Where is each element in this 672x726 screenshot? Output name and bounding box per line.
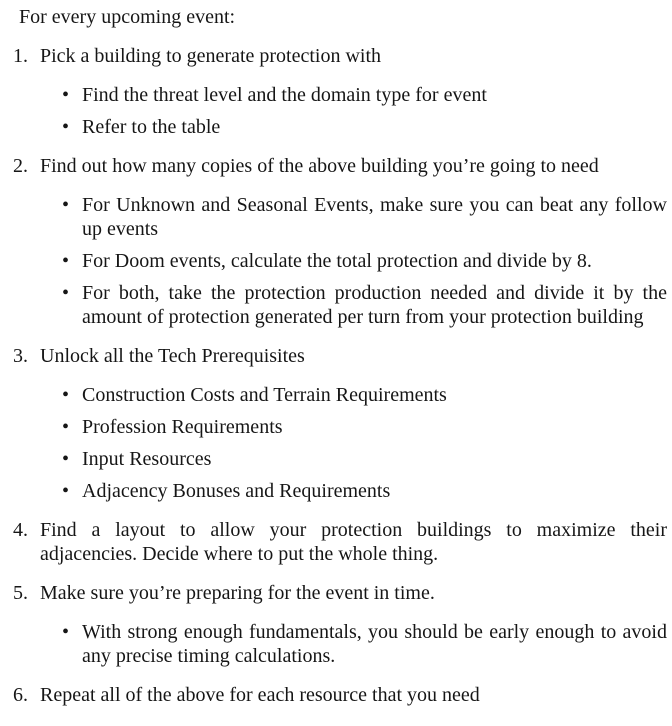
bullet-item — [40, 620, 667, 668]
bullet-icon: • — [62, 480, 70, 502]
bullet-text: Input Resources — [82, 448, 212, 470]
bullet-item — [40, 115, 667, 139]
bullet-text: With strong enough fundamentals, you should be early enough to avoid any precise timing calculations. — [82, 621, 667, 667]
bullet-icon: • — [62, 194, 70, 216]
bullet-item — [40, 383, 667, 407]
bullet-text: For Doom events, calculate the total protection and divide by 8. — [82, 250, 592, 272]
bullet-text: For Unknown and Seasonal Events, make sure you can beat any follow up events — [82, 194, 667, 240]
item-number: 3. — [13, 345, 28, 367]
item-number: 1. — [13, 45, 28, 67]
bullet-item — [40, 281, 667, 329]
item-text: Pick a building to generate protection with — [40, 45, 382, 67]
bullet-icon: • — [62, 84, 70, 106]
numbered-item-4 — [0, 518, 667, 566]
bullet-icon: • — [62, 621, 70, 643]
item-text: Find out how many copies of the above building you’re going to need — [40, 155, 599, 177]
item-text: Find a layout to allow your protection buildings to maximize their adjacencies. Decide where to put the whole thing. — [40, 519, 667, 565]
bullet-icon: • — [62, 384, 70, 406]
item-number: 2. — [13, 155, 28, 177]
item-text: Make sure you’re preparing for the event in time. — [40, 582, 435, 604]
item-text: Unlock all the Tech Prerequisites — [40, 345, 305, 367]
bullet-text: For both, take the protection production needed and divide it by the amount of protection generated per turn from your protection building — [82, 282, 667, 328]
item-text: Repeat all of the above for each resource that you need — [40, 684, 480, 706]
bullet-icon: • — [62, 116, 70, 138]
bullet-icon: • — [62, 416, 70, 438]
item-number: 5. — [13, 582, 28, 604]
bullet-icon: • — [62, 250, 70, 272]
numbered-list — [0, 44, 667, 707]
numbered-item-3 — [0, 344, 667, 503]
bullet-list — [40, 620, 667, 668]
bullet-item — [40, 479, 667, 503]
bullet-list — [40, 193, 667, 329]
bullet-item — [40, 193, 667, 241]
numbered-item-2 — [0, 154, 667, 329]
intro-paragraph: For every upcoming event: — [19, 6, 236, 28]
bullet-text: Profession Requirements — [82, 416, 283, 438]
bullet-item — [40, 415, 667, 439]
bullet-icon: • — [62, 448, 70, 470]
bullet-item — [40, 447, 667, 471]
bullet-text: Adjacency Bonuses and Requirements — [82, 480, 391, 502]
numbered-item-5 — [0, 581, 667, 668]
bullet-item — [40, 249, 667, 273]
bullet-text: Refer to the table — [82, 116, 221, 138]
bullet-icon: • — [62, 282, 70, 304]
document-page — [0, 5, 672, 707]
numbered-item-1 — [0, 44, 667, 139]
bullet-item — [40, 83, 667, 107]
item-number: 6. — [13, 684, 28, 706]
bullet-text: Construction Costs and Terrain Requirements — [82, 384, 447, 406]
bullet-text: Find the threat level and the domain type for event — [82, 84, 487, 106]
item-number: 4. — [13, 519, 28, 541]
bullet-list — [40, 383, 667, 503]
numbered-item-6 — [0, 683, 667, 707]
bullet-list — [40, 83, 667, 139]
